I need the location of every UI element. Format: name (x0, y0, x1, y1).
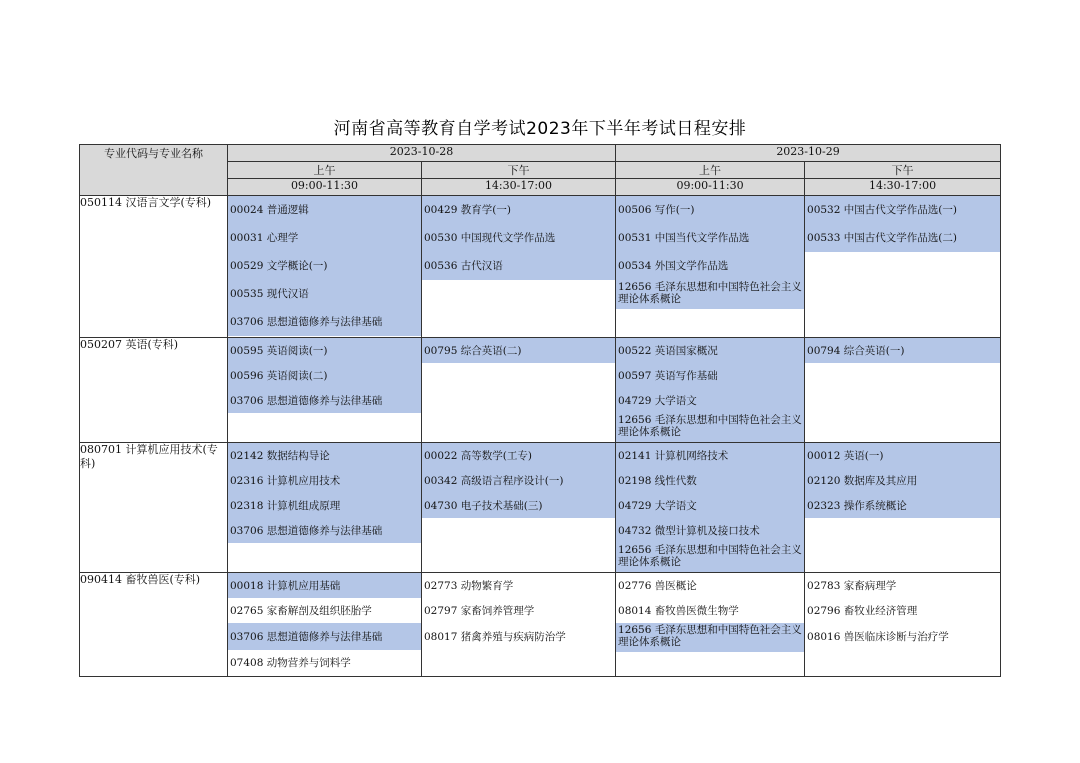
course-item: 03706 思想道德修养与法律基础 (228, 518, 421, 543)
course-item: 00595 英语阅读(一) (228, 338, 421, 363)
corner-header: 专业代码与专业名称 (80, 145, 228, 196)
course-item: 00031 心理学 (228, 224, 421, 252)
major-row (80, 196, 1001, 338)
course-item: 00506 写作(一) (616, 196, 804, 224)
course-item: 00529 文学概论(一) (228, 252, 421, 280)
course-item: 08014 畜牧兽医微生物学 (618, 604, 739, 617)
session-cell (616, 196, 805, 338)
course-item: 03706 思想道德修养与法律基础 (228, 623, 421, 650)
session-cell (228, 196, 422, 338)
schedule-table (79, 144, 1001, 677)
course-item: 04730 电子技术基础(三) (422, 493, 615, 518)
major-name: 090414 畜牧兽医(专科) (80, 573, 228, 677)
session-cell (616, 338, 805, 443)
course-item: 00794 综合英语(一) (805, 338, 1000, 363)
time-header: 09:00-11:30 (228, 179, 422, 196)
course-item: 02120 数据库及其应用 (805, 468, 1000, 493)
course-item: 00522 英语国家概况 (616, 338, 804, 363)
session-cell (805, 338, 1001, 443)
major-name: 080701 计算机应用技术(专科) (80, 443, 228, 573)
time-header: 14:30-17:00 (422, 179, 616, 196)
course-item: 02141 计算机网络技术 (616, 443, 804, 468)
course-item: 02318 计算机组成原理 (228, 493, 421, 518)
course-item: 04729 大学语文 (616, 388, 804, 413)
course-item: 00024 普通逻辑 (228, 196, 421, 224)
course-item: 02316 计算机应用技术 (228, 468, 421, 493)
course-item: 08016 兽医临床诊断与治疗学 (807, 630, 949, 643)
course-item: 00530 中国现代文学作品选 (422, 224, 615, 252)
course-item: 00022 高等数学(工专) (422, 443, 615, 468)
course-item: 02198 线性代数 (616, 468, 804, 493)
course-item: 12656 毛泽东思想和中国特色社会主义理论体系概论 (616, 623, 804, 652)
course-item: 00342 高级语言程序设计(一) (422, 468, 615, 493)
course-item: 00429 教育学(一) (422, 196, 615, 224)
session-cell (228, 338, 422, 443)
major-name: 050114 汉语言文学(专科) (80, 196, 228, 338)
session-cell (805, 196, 1001, 338)
session-cell (422, 196, 616, 338)
date-header: 2023-10-29 (616, 145, 1001, 162)
major-name: 050207 英语(专科) (80, 338, 228, 443)
course-item: 00531 中国当代文学作品选 (616, 224, 804, 252)
session-cell (805, 443, 1001, 573)
period-header: 上午 (616, 162, 805, 179)
session-cell (422, 443, 616, 573)
session-cell (228, 443, 422, 573)
course-item: 00535 现代汉语 (228, 280, 421, 308)
date-header: 2023-10-28 (228, 145, 616, 162)
course-item: 12656 毛泽东思想和中国特色社会主义理论体系概论 (616, 280, 804, 309)
course-item: 00018 计算机应用基础 (228, 573, 421, 598)
session-cell (422, 573, 616, 677)
course-item: 03706 思想道德修养与法律基础 (228, 308, 421, 336)
course-item: 12656 毛泽东思想和中国特色社会主义理论体系概论 (616, 413, 804, 442)
course-item: 02797 家畜饲养管理学 (424, 604, 535, 617)
course-item: 12656 毛泽东思想和中国特色社会主义理论体系概论 (616, 543, 804, 572)
course-item: 02796 畜牧业经济管理 (807, 604, 918, 617)
page-title: 河南省高等教育自学考试2023年下半年考试日程安排 (333, 119, 747, 139)
session-cell (228, 573, 422, 677)
period-header: 上午 (228, 162, 422, 179)
course-item: 00596 英语阅读(二) (228, 363, 421, 388)
time-header: 09:00-11:30 (616, 179, 805, 196)
course-item: 02765 家畜解剖及组织胚胎学 (230, 604, 372, 617)
course-item: 02773 动物繁育学 (424, 579, 514, 592)
course-item: 04732 微型计算机及接口技术 (616, 518, 804, 543)
major-row (80, 443, 1001, 573)
course-item: 02142 数据结构导论 (228, 443, 421, 468)
course-item: 07408 动物营养与饲料学 (230, 656, 351, 669)
period-header: 下午 (805, 162, 1001, 179)
course-item: 00532 中国古代文学作品选(一) (805, 196, 1000, 224)
course-item: 00597 英语写作基础 (616, 363, 804, 388)
course-item: 00012 英语(一) (805, 443, 1000, 468)
session-cell (616, 443, 805, 573)
course-item: 00536 古代汉语 (422, 252, 615, 280)
course-item: 00534 外国文学作品选 (616, 252, 804, 280)
course-item: 03706 思想道德修养与法律基础 (228, 388, 421, 413)
course-item: 02776 兽医概论 (618, 579, 697, 592)
major-row (80, 573, 1001, 677)
session-cell (422, 338, 616, 443)
major-row (80, 338, 1001, 443)
course-item: 08017 猪禽养殖与疾病防治学 (424, 630, 566, 643)
course-item: 00533 中国古代文学作品选(二) (805, 224, 1000, 252)
course-item: 00795 综合英语(二) (422, 338, 615, 363)
course-item: 02323 操作系统概论 (805, 493, 1000, 518)
time-header: 14:30-17:00 (805, 179, 1001, 196)
course-item: 04729 大学语文 (616, 493, 804, 518)
course-item: 02783 家畜病理学 (807, 579, 897, 592)
session-cell (616, 573, 805, 677)
session-cell (805, 573, 1001, 677)
period-header: 下午 (422, 162, 616, 179)
